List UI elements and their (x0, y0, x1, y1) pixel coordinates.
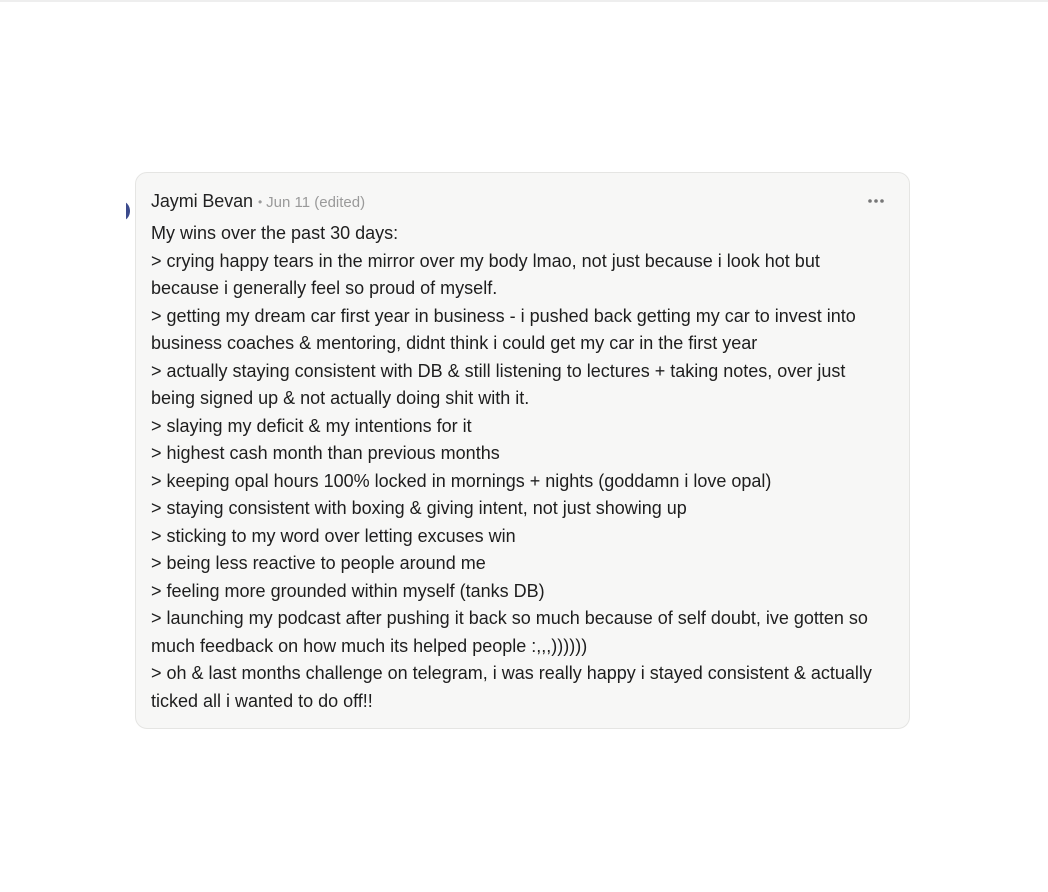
post-date[interactable]: Jun 11 (edited) (266, 193, 366, 211)
post-body-line: > launching my podcast after pushing it back so much because of self doubt, ive gotten so (151, 608, 868, 628)
avatar[interactable] (112, 201, 130, 221)
post-body-line: being signed up & not actually doing shit with it. (151, 388, 530, 408)
post-body-line: My wins over the past 30 days: (151, 223, 399, 243)
ellipsis-horizontal-icon (867, 198, 885, 204)
post-body-line: > crying happy tears in the mirror over my body lmao, not just because i look hot but (151, 250, 820, 271)
top-divider (0, 0, 1048, 2)
post-body-line: > staying consistent with boxing & giving intent, not just showing up (151, 498, 687, 518)
post-body-line: ticked all i wanted to do off!! (151, 690, 373, 711)
post-body-line: > slaying my deficit & my intentions for it (151, 415, 472, 436)
post-body-line: because i generally feel so proud of myself. (151, 278, 498, 298)
post-card (135, 172, 910, 729)
post-body-line: > sticking to my word over letting excuses win (151, 525, 516, 546)
post-body (151, 220, 893, 715)
post-body-line: > getting my dream car first year in business - i pushed back getting my car to invest into (151, 305, 856, 326)
meta-separator: • (257, 195, 263, 209)
author-name[interactable]: Jaymi Bevan (151, 190, 253, 211)
post-body-line: > feeling more grounded within myself (tanks DB) (151, 580, 545, 601)
post-body-line: > keeping opal hours 100% locked in mornings + nights (goddamn i love opal) (151, 470, 772, 491)
post-body-line: much feedback on how much its helped people :,,,)))))) (151, 635, 588, 656)
post-body-line: > being less reactive to people around me (151, 553, 486, 573)
post-body-line: > oh & last months challenge on telegram, i was really happy i stayed consistent & actually (151, 663, 872, 683)
more-options-button[interactable] (863, 191, 889, 211)
post-body-line: business coaches & mentoring, didnt think i could get my car in the first year (151, 333, 758, 353)
post-body-line: > actually staying consistent with DB & still listening to lectures + taking notes, over just (151, 360, 846, 381)
post-body-line: > highest cash month than previous months (151, 443, 500, 463)
post-header (151, 189, 893, 213)
